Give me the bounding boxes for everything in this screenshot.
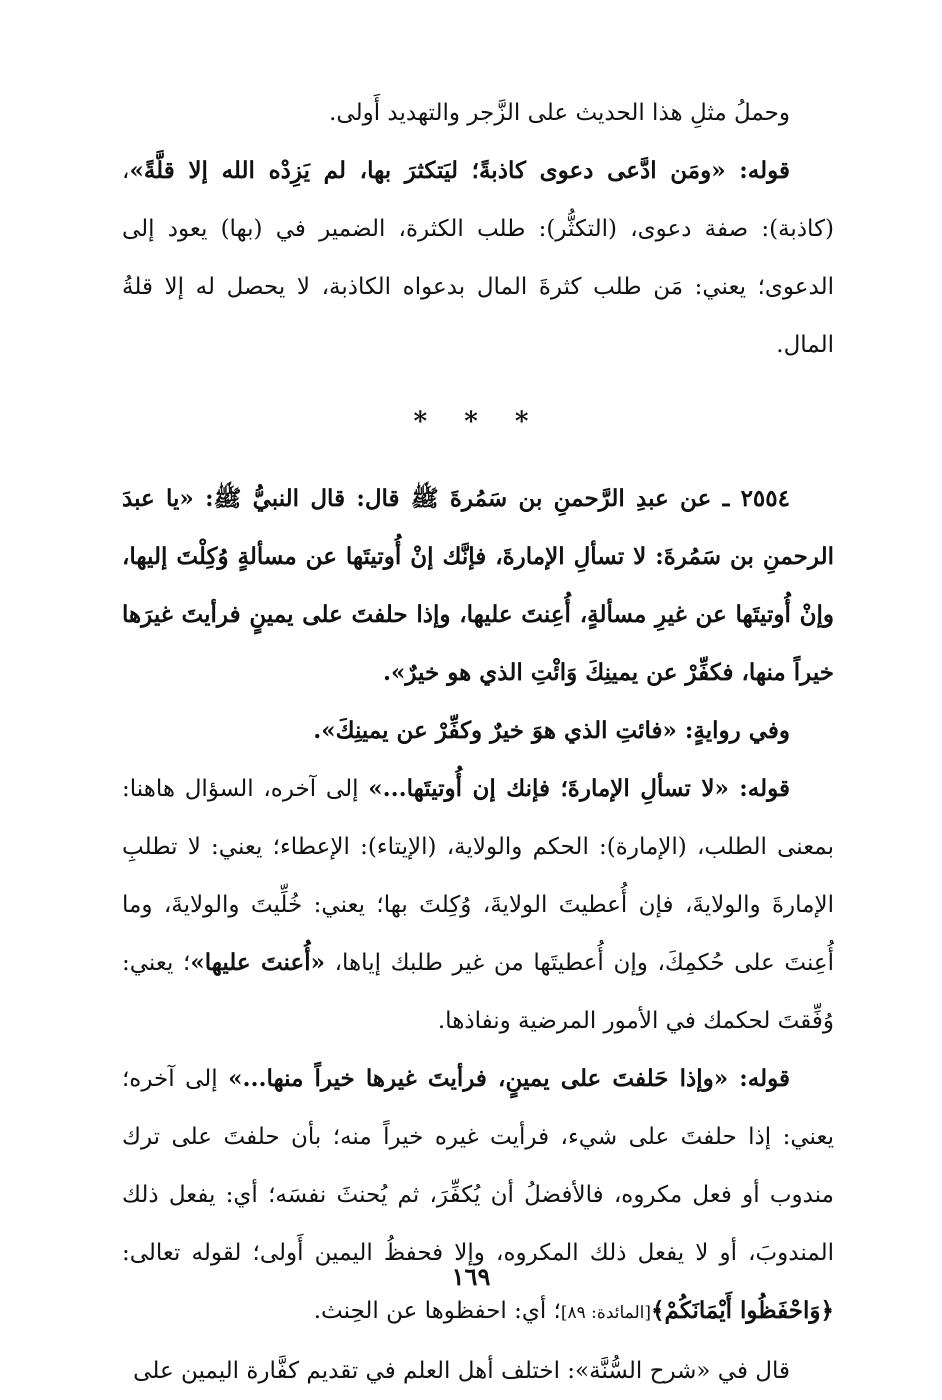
paragraph-1 bbox=[122, 84, 834, 142]
quran-verse: ﴿وَاحْفَظُوا أَيْمَانَكُمْ﴾ bbox=[651, 1297, 834, 1324]
riwaya-paragraph bbox=[122, 702, 834, 760]
page-number: ١٦٩ bbox=[451, 1262, 491, 1291]
paragraph-2 bbox=[122, 142, 834, 374]
paragraph-2-label: قوله: bbox=[725, 157, 790, 184]
paragraph-3-label: قوله: bbox=[728, 775, 790, 802]
paragraph-3-rest-a: إلى آخره، السؤال هاهنا: بمعنى الطلب، (الإمارة): الحكم والولاية، (الإيتاء): الإعطاء؛ يعني: لا تطلبِ الإمارةَ والولايةَ، فإن أُعطيتَ الولايةَ، وُكِلتَ بها؛ يعني: خُلِّيتَ والولايةَ، وما أُعِنتَ على حُكمِكَ، وإن أُعطيتَها من غير طلبك إياها، bbox=[122, 776, 834, 976]
paragraph-3-rest-b: ؛ يعني: وُفِّقتَ لحكمك في الأمور المرضية ونفاذها. bbox=[122, 950, 834, 1034]
paragraph-4-label: قوله: bbox=[728, 1065, 790, 1092]
paragraph-4 bbox=[122, 1050, 834, 1342]
page-body bbox=[122, 84, 834, 1400]
paragraph-2-rest: ، (كاذبة): صفة دعوى، (التكثُّر): طلب الكثرة، الضمير في (بها) يعود إلى الدعوى؛ يعني: مَن طلب كثرةَ المال بدعواه الكاذبة، لا يحصل له إلا قلةُ المال. bbox=[122, 158, 834, 358]
paragraph-5-text: قال في «شرح السُّنَّة»: اختلف أهل العلم في تقديم كفَّارة اليمين على bbox=[133, 1358, 790, 1384]
paragraph-5 bbox=[122, 1342, 834, 1400]
hadith-text: ٢٥٥٤ ـ عن عبدِ الرَّحمنِ بن سَمُرةَ ﷺ قال: قال النبيُّ ﷺ: «يا عبدَ الرحمنِ بن سَمُرةَ: لا تسألِ الإمارةَ، فإنَّك إنْ أُوتيتَها عن مسألةٍ وُكِلْتَ إليها، وإنْ أُوتيتَها عن غيرِ مسألةٍ، أُعِنتَ عليها، وإذا حلفتَ على يمينٍ فرأيتَ غيرَها خيراً منها، فكفِّرْ عن يمينِكَ وَائْتِ الذي هو خيرٌ». bbox=[122, 485, 834, 686]
paragraph-2-quote: «ومَن ادَّعى دعوى كاذبةً؛ ليَتكثرَ بها، لم يَزِدْه الله إلا قلَّةً» bbox=[129, 157, 726, 184]
hadith-paragraph bbox=[122, 470, 834, 702]
paragraph-1-text: وحملُ مثلِ هذا الحديث على الزَّجر والتهديد أَولى. bbox=[329, 100, 790, 126]
section-separator: * * * bbox=[413, 407, 543, 437]
paragraph-3-quote: «لا تسألِ الإمارةَ؛ فإنك إن أُوتيتَها...» bbox=[368, 775, 729, 802]
paragraph-3 bbox=[122, 760, 834, 1050]
riwaya-text: وفي روايةٍ: «فائتِ الذي هوَ خيرٌ وكفِّرْ عن يمينِكَ». bbox=[313, 717, 790, 744]
quran-reference: [المائدة: ٨٩] bbox=[560, 1303, 652, 1323]
paragraph-3-quote-2: «أُعنتَ عليها» bbox=[190, 949, 325, 976]
paragraph-4-quote: «وإذا حَلفتَ على يمينٍ، فرأيتَ غيرها خيراً منها...» bbox=[228, 1065, 729, 1092]
paragraph-4-rest-b: ؛ أي: احفظوها عن الحِنث. bbox=[313, 1298, 561, 1324]
paragraph-4-rest-a: إلى آخره؛ يعني: إذا حلفتَ على شيء، فرأيت غيره خيراً منه؛ بأن حلفتَ على ترك مندوب أو فعل مكروه، فالأفضلُ أن يُكفِّرَ، ثم يُحنثَ نفسَه؛ أي: يفعل ذلك المندوبَ، أو لا يفعل ذلك المكروه، وإلا فحفظُ اليمين أَولى؛ لقوله تعالى: bbox=[122, 1066, 834, 1266]
